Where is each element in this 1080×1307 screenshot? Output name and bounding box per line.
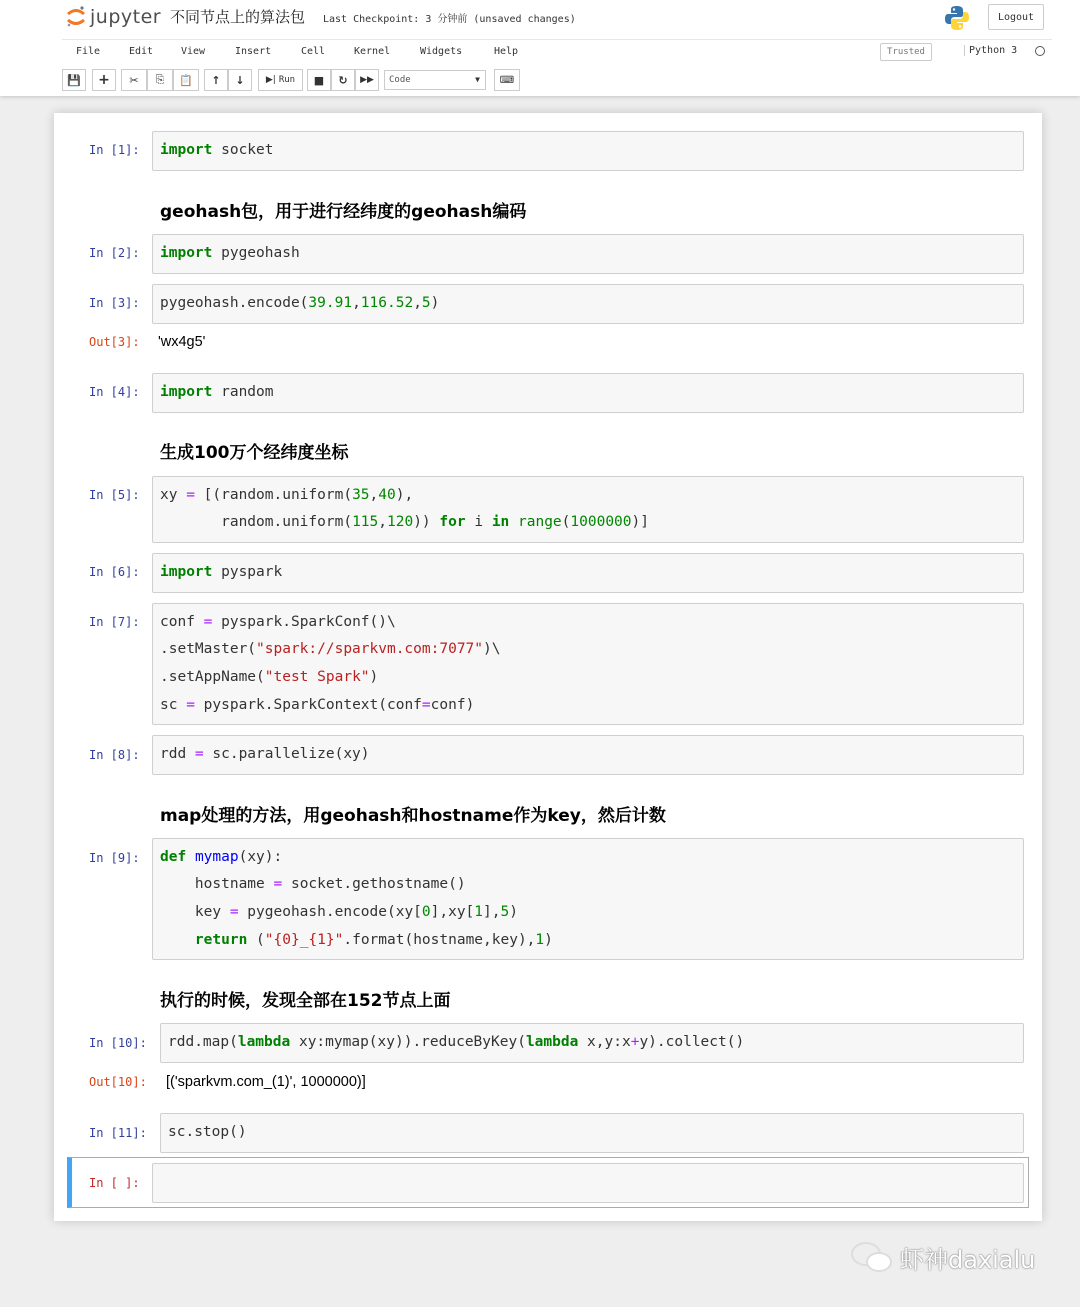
input-prompt: In [3]: xyxy=(89,296,140,310)
cut-icon: ✂ xyxy=(129,73,139,87)
output-text: [('sparkvm.com_(1)', 1000000)] xyxy=(166,1074,366,1090)
markdown-heading: map处理的方法，用geohash和hostname作为key，然后计数 xyxy=(160,806,666,826)
restart-button[interactable] xyxy=(331,69,355,91)
menu-edit[interactable]: Edit xyxy=(129,46,154,57)
input-prompt: In [9]: xyxy=(89,851,140,865)
code-line: pygeohash.encode(39.91,116.52,5) xyxy=(160,295,440,311)
interrupt-button[interactable] xyxy=(307,69,331,91)
code-line: import random xyxy=(160,384,274,400)
save-icon: 💾 xyxy=(67,73,81,87)
unsaved-changes: (unsaved changes) xyxy=(473,14,576,25)
input-prompt: In [10]: xyxy=(89,1036,147,1050)
wechat-icon xyxy=(850,1240,894,1274)
notebook-container xyxy=(54,113,1042,1221)
run-label: Run xyxy=(278,75,296,85)
menu-cell[interactable]: Cell xyxy=(301,46,326,57)
run-button[interactable] xyxy=(258,69,303,91)
code-cell-4[interactable] xyxy=(152,373,1024,413)
code-cell-1[interactable] xyxy=(152,131,1024,171)
paste-button[interactable] xyxy=(173,69,199,91)
input-prompt: In [1]: xyxy=(89,143,140,157)
menu-kernel[interactable]: Kernel xyxy=(354,46,391,57)
markdown-heading: 执行的时候，发现全部在152节点上面 xyxy=(160,991,451,1011)
menu-insert[interactable]: Insert xyxy=(235,46,272,57)
cut-button[interactable] xyxy=(121,69,147,91)
cell-type-select[interactable] xyxy=(384,70,486,90)
code-line: key = pygeohash.encode(xy[0],xy[1],5) xyxy=(160,904,518,920)
restart-icon: ↻ xyxy=(338,73,348,87)
jupyter-logo-icon xyxy=(66,5,86,29)
code-cell-9[interactable] xyxy=(152,838,1024,960)
python-logo-icon xyxy=(944,5,970,31)
code-line: rdd = sc.parallelize(xy) xyxy=(160,746,370,762)
kernel-name[interactable]: Python 3 xyxy=(964,45,1017,56)
wechat-watermark xyxy=(850,1238,1035,1276)
code-cell-6[interactable] xyxy=(152,553,1024,593)
fast-forward-icon: ▶▶ xyxy=(360,75,374,85)
code-line: xy = [(random.uniform(35,40), xyxy=(160,487,414,503)
save-button[interactable] xyxy=(62,69,86,91)
stop-icon: ■ xyxy=(313,73,325,87)
code-line: .setMaster("spark://sparkvm.com:7077")\ xyxy=(160,641,501,657)
input-prompt: In [ ]: xyxy=(89,1176,140,1190)
input-prompt: In [6]: xyxy=(89,565,140,579)
jupyter-logo-text: jupyter xyxy=(90,6,162,28)
code-cell-10[interactable] xyxy=(160,1023,1024,1063)
code-cell-11[interactable] xyxy=(160,1113,1024,1153)
paste-icon: 📋 xyxy=(179,73,193,87)
restart-run-all-button[interactable] xyxy=(355,69,379,91)
output-prompt: Out[10]: xyxy=(89,1075,147,1089)
code-line: rdd.map(lambda xy:mymap(xy)).reduceByKey(lambda x,y:x+y).collect() xyxy=(168,1034,745,1050)
copy-icon: ⎘ xyxy=(155,73,165,86)
command-palette-button[interactable] xyxy=(494,69,520,91)
input-prompt: In [4]: xyxy=(89,385,140,399)
checkpoint-label: Last Checkpoint: 3 分钟前 xyxy=(323,14,468,25)
cell-type-value: Code xyxy=(389,75,411,85)
keyboard-icon: ⌨ xyxy=(499,74,515,86)
code-line: return ("{0}_{1}".format(hostname,key),1) xyxy=(194,932,553,948)
code-line: import socket xyxy=(160,142,274,158)
input-prompt: In [2]: xyxy=(89,246,140,260)
run-icon: ▶| xyxy=(265,75,276,85)
kernel-idle-icon xyxy=(1035,46,1045,56)
code-line: random.uniform(115,120)) for i in range(1000000)] xyxy=(160,514,649,530)
menu-file[interactable]: File xyxy=(76,46,101,57)
code-line: def mymap(xy): xyxy=(160,849,283,865)
checkpoint-status xyxy=(323,10,576,25)
menu-widgets[interactable]: Widgets xyxy=(420,46,463,57)
header xyxy=(0,0,1080,96)
code-line: sc = pyspark.SparkContext(conf=conf) xyxy=(160,697,475,713)
code-line: conf = pyspark.SparkConf()\ xyxy=(160,614,396,630)
input-prompt: In [8]: xyxy=(89,748,140,762)
arrow-up-icon: ↑ xyxy=(211,73,221,87)
menu-view[interactable]: View xyxy=(181,46,206,57)
jupyter-logo[interactable] xyxy=(66,4,161,30)
output-prompt: Out[3]: xyxy=(89,335,140,349)
code-cell-2[interactable] xyxy=(152,234,1024,274)
insert-cell-button[interactable] xyxy=(92,69,116,91)
input-prompt: In [11]: xyxy=(89,1126,147,1140)
code-line: .setAppName("test Spark") xyxy=(160,669,379,685)
input-prompt: In [5]: xyxy=(89,488,140,502)
code-line: import pygeohash xyxy=(160,245,300,261)
copy-button[interactable] xyxy=(147,69,173,91)
code-line: hostname = socket.gethostname() xyxy=(160,876,466,892)
code-cell-empty[interactable] xyxy=(152,1163,1024,1203)
plus-icon: + xyxy=(98,72,110,88)
code-line: import pyspark xyxy=(160,564,283,580)
markdown-heading: 生成100万个经纬度坐标 xyxy=(160,443,349,463)
notebook-title[interactable]: 不同节点上的算法包 xyxy=(170,8,306,26)
trusted-indicator[interactable]: Trusted xyxy=(880,43,932,61)
move-down-button[interactable] xyxy=(228,69,252,91)
code-cell-7[interactable] xyxy=(152,603,1024,725)
menu-help[interactable]: Help xyxy=(494,46,519,57)
code-line: sc.stop() xyxy=(168,1124,247,1140)
code-cell-5[interactable] xyxy=(152,476,1024,543)
logout-button[interactable]: Logout xyxy=(988,4,1044,30)
arrow-down-icon: ↓ xyxy=(235,73,245,87)
code-cell-3[interactable] xyxy=(152,284,1024,324)
move-up-button[interactable] xyxy=(204,69,228,91)
output-text: 'wx4g5' xyxy=(158,334,206,350)
menubar xyxy=(62,39,1052,64)
chevron-down-icon: ▼ xyxy=(475,75,480,84)
code-cell-8[interactable] xyxy=(152,735,1024,775)
watermark-text: 虾神daxialu xyxy=(900,1245,1036,1274)
markdown-heading: geohash包，用于进行经纬度的geohash编码 xyxy=(160,202,527,222)
input-prompt: In [7]: xyxy=(89,615,140,629)
